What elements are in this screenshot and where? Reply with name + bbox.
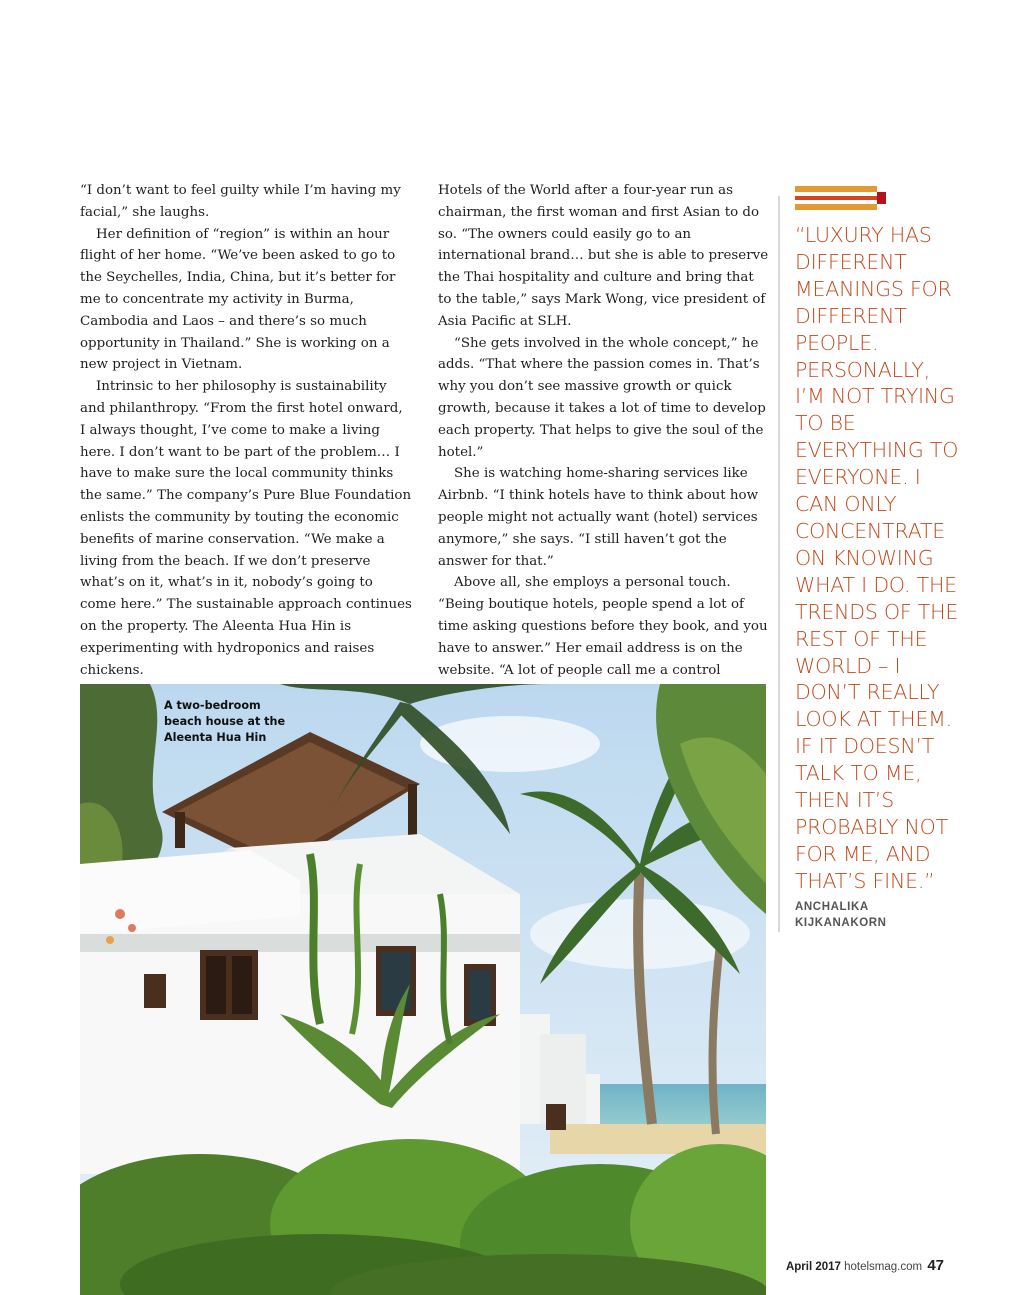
pull-quote-accent-bar: [795, 196, 877, 200]
article-paragraph: “I don’t want to feel guilty while I’m having my facial,” she laughs.: [80, 183, 401, 220]
caption-line: Aleenta Hua Hin: [164, 731, 267, 744]
article-column-1: [80, 180, 412, 725]
pull-quote-attribution: [795, 899, 955, 931]
pull-quote-rule: [778, 196, 780, 932]
pull-quote-accent-square: [877, 192, 886, 204]
beach-house-photo: [80, 684, 766, 1295]
page-folio: [786, 1257, 944, 1274]
issue-date: April 2017: [785, 1261, 841, 1273]
article-paragraph: She is watching home-sharing services like Airbnb. “I think hotels have to think about how people might not actually want (hotel) services anymore,” she says. “I still haven’t got the answer for that.”: [438, 466, 759, 569]
attribution-first-name: ANCHALIKA: [795, 901, 869, 913]
caption-line: beach house at the: [164, 715, 286, 728]
article-paragraph: Above all, she employs a personal touch. “Being boutique hotels, people spend a lot of time asking questions before they book, and you have to answer.” Her email address is on the website. “A lot of people call me a control: [438, 575, 768, 678]
pull-quote-accent-bar: [795, 186, 877, 192]
article-column-2: [438, 180, 770, 725]
pull-quote-accent-bar: [795, 204, 877, 210]
article-paragraph: Intrinsic to her philosophy is sustainability and philanthropy. “From the first hotel onward, I always thought, I’ve come to make a living here. I don’t want to be part of the problem… I have to make sure the local community thinks the same.” The company’s Pure Blue Foundation enlists the community by touting the economic benefits of marine conservation. “We make a living from the beach. If we don’t preserve what’s on it, what’s in it, nobody’s going to come here.” The sustainable approach continues on the property. The Aleenta Hua Hin is experimenting with hydroponics and raises chickens.: [80, 379, 412, 678]
page-number: 47: [927, 1257, 944, 1274]
article-paragraph: Her definition of “region” is within an hour flight of her home. “We’ve been asked to go to the Seychelles, India, China, but it’s better for me to concentrate my activity in Burma, Cambodia and Laos – and there’s so much opportunity in Thailand.” She is working on a new project in Vietnam.: [80, 226, 396, 373]
article-paragraph: “She gets involved in the whole concept,” he adds. “That where the passion comes in. That’s why you don’t see massive growth or quick growth, because it takes a lot of time to develop each property. That helps to give the soul of the hotel.”: [438, 335, 766, 460]
caption-line: A two-bedroom: [164, 699, 261, 712]
beach-house-illustration: [80, 684, 766, 1295]
attribution-last-name: KIJKANAKORN: [795, 917, 887, 929]
article-paragraph: Hotels of the World after a four-year run as chairman, the first woman and first Asian to do so. “The owners could easily go to an international brand… but she is able to preserve the Thai hospitality and culture and bring that to the table,” says Mark Wong, vice president of Asia Pacific at SLH.: [438, 183, 769, 329]
photo-caption: [164, 698, 304, 746]
pull-quote: “LUXURY HAS DIFFERENT MEANINGS FOR DIFFERENT PEOPLE. PERSONALLY, I’M NOT TRYING TO BE EVERYTHING TO EVERYONE. I CAN ONLY CONCENTRATE ON KNOWING WHAT I DO. THE TRENDS OF THE REST OF THE WORLD – I DON’T REALLY LOOK AT THEM. IF IT DOESN’T TALK TO ME, THEN IT’S PROBABLY NOT FOR ME, AND THAT’S FINE.”: [795, 223, 959, 893]
website-url: hotelsmag.com: [844, 1261, 923, 1273]
